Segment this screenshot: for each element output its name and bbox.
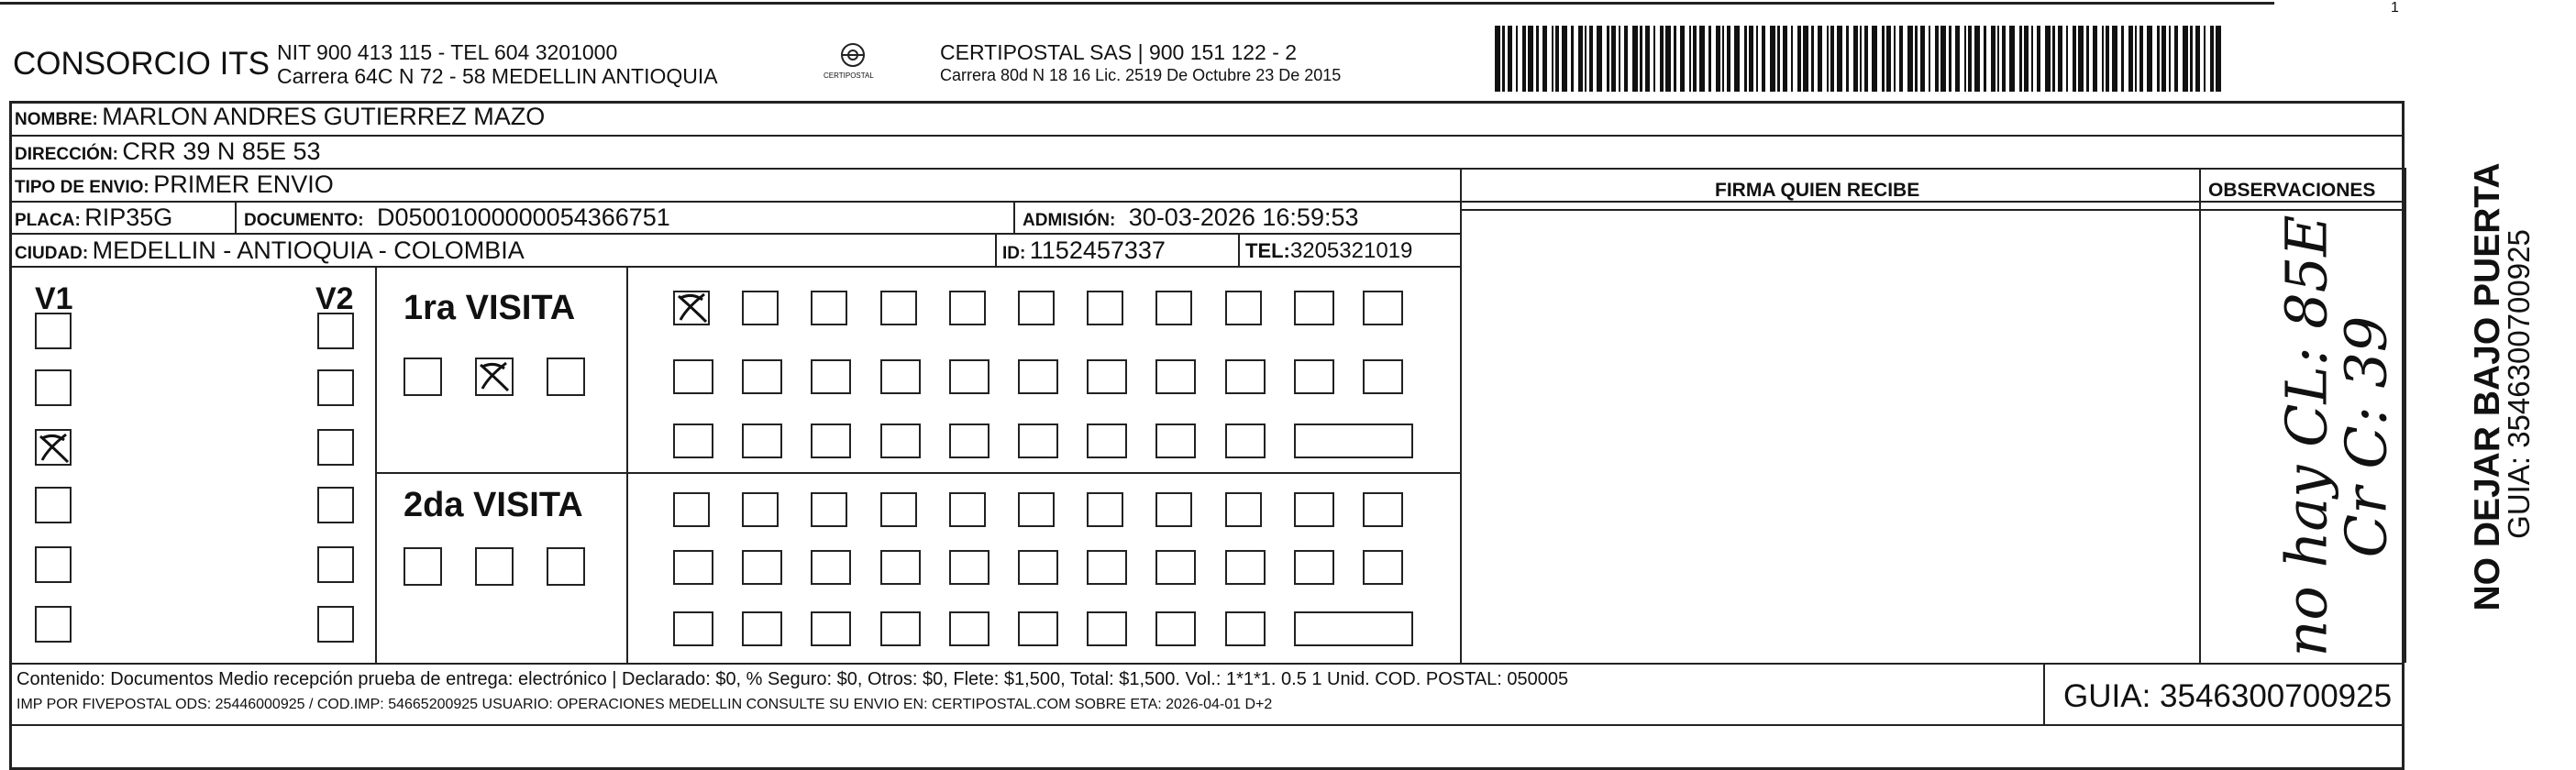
barcode-bar (1589, 26, 1593, 92)
barcode-bar (2002, 26, 2006, 92)
day-box (880, 291, 917, 325)
barcode-bar (1640, 26, 1642, 92)
ciudad-value: MEDELLIN - ANTIOQUIA - COLOMBIA (92, 236, 525, 264)
barcode-bar (2102, 26, 2104, 92)
company-info-2: Carrera 64C N 72 - 58 MEDELLIN ANTIOQUIA (277, 64, 718, 88)
barcode-bar (1929, 26, 1930, 92)
direccion-value: CRR 39 N 85E 53 (122, 138, 321, 165)
day-box (1225, 550, 1266, 585)
day-box (1294, 291, 1334, 325)
barcode-bar (2139, 26, 2143, 92)
barcode-bar (2169, 26, 2171, 92)
firma-label: FIRMA QUIEN RECIBE (1715, 180, 1920, 201)
observaciones-label: OBSERVACIONES (2208, 180, 2376, 201)
barcode-bar (1749, 26, 1753, 92)
day-box (880, 550, 921, 585)
barcode-bar (1907, 26, 1913, 92)
day-box (742, 359, 782, 394)
status-v2-checkbox (317, 546, 354, 583)
status-v2-checkbox (317, 429, 354, 466)
day-box (1294, 359, 1334, 394)
admision-row: ADMISIÓN: 30-03-2026 16:59:53 (1023, 204, 1359, 231)
visit2-title: 2da VISITA (404, 486, 583, 524)
barcode-bar (1964, 26, 1966, 92)
barcode-bar (1949, 26, 1951, 92)
company-info-1: NIT 900 413 115 - TEL 604 3201000 (277, 40, 618, 64)
top-rule (0, 2, 2274, 5)
day-box (811, 359, 851, 394)
barcode-bar (2174, 26, 2178, 92)
day-box (1363, 359, 1403, 394)
day-box (880, 492, 917, 527)
day-box (811, 492, 847, 527)
barcode-bar (1894, 26, 1896, 92)
barcode-bar (1645, 26, 1650, 92)
documento-row: DOCUMENTO: D05001000000054366751 (244, 204, 670, 231)
barcode-bar (2128, 26, 2133, 92)
id-value: 1152457337 (1029, 236, 1166, 264)
barcode-bar (1756, 26, 1758, 92)
day-box (673, 424, 713, 458)
direccion-row: DIRECCIÓN: CRR 39 N 85E 53 (15, 138, 321, 165)
barcode-bar (1528, 26, 1533, 92)
barcode-bar (1508, 26, 1512, 92)
day-box (1155, 424, 1196, 458)
day-box (1225, 611, 1266, 646)
day-box (811, 550, 851, 585)
barcode-bar (1940, 26, 1946, 92)
barcode-bar (1607, 26, 1609, 92)
barcode-bar (2190, 26, 2193, 92)
day-box (1363, 550, 1403, 585)
barcode-bar (2135, 26, 2137, 92)
barcode-bar (2066, 26, 2068, 92)
barcode-bar (2183, 26, 2188, 92)
barcode-bar (1708, 26, 1711, 92)
barcode-bar (1555, 26, 1559, 92)
company-name: CONSORCIO ITS (13, 46, 271, 82)
barcode-bar (2121, 26, 2124, 92)
carrier-info-2: Carrera 80d N 18 16 Lic. 2519 De Octubre 23 De 2015 (940, 66, 1342, 84)
barcode-bar (2204, 26, 2206, 92)
barcode-bar (2106, 26, 2109, 92)
day-box (742, 550, 782, 585)
barcode-bar (1734, 26, 1740, 92)
barcode-bar (2093, 26, 2097, 92)
barcode-bar (2058, 26, 2062, 92)
day-box (880, 611, 921, 646)
observacion-handwritten-2: Cr C: 39 (2332, 315, 2400, 558)
handwritten-mark (675, 291, 710, 325)
certipostal-logo: CERTIPOSTAL (816, 40, 890, 92)
barcode-bar (1853, 26, 1858, 92)
day-box (949, 424, 989, 458)
barcode-bar (1915, 26, 1918, 92)
barcode-bar (1502, 26, 1505, 92)
barcode-bar (1955, 26, 1960, 92)
day-box (1155, 550, 1196, 585)
barcode-bar (1797, 26, 1801, 92)
footer-guia: GUIA: 3546300700925 (2063, 678, 2393, 714)
side-warning: NO DEJAR BAJO PUERTA (2468, 162, 2507, 611)
day-box (742, 492, 779, 527)
barcode-bar (2147, 26, 2152, 92)
month-checkbox (404, 358, 442, 396)
barcode-bar (1762, 26, 1765, 92)
barcode-bar (1632, 26, 1638, 92)
day-box (1363, 291, 1403, 325)
month-checkbox (475, 547, 514, 586)
barcode-bar (1542, 26, 1547, 92)
barcode-bar (1674, 26, 1676, 92)
carrier-info-1: CERTIPOSTAL SAS | 900 151 122 - 2 (940, 40, 1298, 64)
day-box (742, 611, 782, 646)
barcode-bar (1536, 26, 1539, 92)
day-box (880, 424, 921, 458)
day-box (1087, 291, 1123, 325)
barcode-bar (1495, 26, 1500, 92)
footer-line-1: Contenido: Documentos Medio recepción prueba de entrega: electrónico | Declarado: $0, % Seguro: $0, Otros: $0, Flete: $1,500, Total: $1,500. Vol.: 1*1*1. 0.5 1 Unid. COD. POSTAL: 050005 (17, 669, 1569, 689)
signature-area (1462, 211, 2197, 660)
status-v2-checkbox (317, 369, 354, 406)
day-box (811, 611, 851, 646)
barcode-bar (2052, 26, 2055, 92)
day-box (949, 359, 989, 394)
barcode-bar (1699, 26, 1705, 92)
barcode-bar (1744, 26, 1747, 92)
barcode-bar (1974, 26, 1980, 92)
visit1-title: 1ra VISITA (404, 289, 576, 327)
barcode-bar (2024, 26, 2029, 92)
v1-label: V1 (35, 281, 73, 316)
day-box (1155, 492, 1192, 527)
barcode-bar (1680, 26, 1685, 92)
day-box (949, 291, 986, 325)
footer-line-2: IMP POR FIVEPOSTAL ODS: 25446000925 / COD.IMP: 54665200925 USUARIO: OPERACIONES MEDELLIN CONSULTE SU ENVIO EN: CERTIPOSTAL.COM SOBRE ETA: 2026-04-01 D+2 (17, 697, 1273, 712)
barcode-bar (1578, 26, 1583, 92)
barcode-bar (1935, 26, 1939, 92)
day-box (1018, 291, 1055, 325)
barcode-bar (1830, 26, 1834, 92)
page-mark: 1 (2391, 0, 2399, 16)
barcode-bar (1783, 26, 1787, 92)
day-box (1087, 611, 1127, 646)
barcode-bar (2078, 26, 2084, 92)
day-box (1294, 492, 1334, 527)
barcode-bar (2031, 26, 2033, 92)
barcode-bar (1597, 26, 1602, 92)
day-box (1018, 550, 1058, 585)
barcode-bar (1689, 26, 1691, 92)
day-box (742, 291, 779, 325)
day-box (1225, 424, 1266, 458)
day-box (1155, 359, 1196, 394)
status-v1-checkbox (35, 546, 72, 583)
barcode-bar (1770, 26, 1775, 92)
barcode-bar (1653, 26, 1655, 92)
day-box (1087, 359, 1127, 394)
barcode-bar (2019, 26, 2022, 92)
day-box (1363, 492, 1403, 527)
day-box (811, 291, 847, 325)
month-checkbox (547, 547, 585, 586)
barcode-bar (1562, 26, 1567, 92)
barcode-bar (1660, 26, 1664, 92)
barcode-bar (2086, 26, 2089, 92)
barcode-bar (2216, 26, 2221, 92)
month-checkbox (404, 547, 442, 586)
handwritten-mark (477, 359, 512, 394)
barcode-bar (1811, 26, 1814, 92)
day-box (949, 492, 986, 527)
barcode-bar (1997, 26, 1999, 92)
barcode-bar (1991, 26, 1996, 92)
barcode-bar (1665, 26, 1671, 92)
day-box (1225, 492, 1262, 527)
tel-row: TEL:3205321019 (1245, 238, 1413, 263)
ciudad-row: CIUDAD: MEDELLIN - ANTIOQUIA - COLOMBIA (15, 236, 525, 264)
day-box (1018, 359, 1058, 394)
placa-row: PLACA: RIP35G (15, 204, 173, 231)
tipo-value: PRIMER ENVIO (153, 170, 334, 198)
barcode-bar (1624, 26, 1628, 92)
barcode-bar (1818, 26, 1822, 92)
tipo-row: TIPO DE ENVIO: PRIMER ENVIO (15, 170, 334, 198)
month-checkbox (547, 358, 585, 396)
day-box (673, 492, 710, 527)
day-box (880, 359, 921, 394)
barcode-bar (1882, 26, 1885, 92)
barcode-bar (1984, 26, 1986, 92)
barcode-bar (1722, 26, 1724, 92)
barcode-bar (1886, 26, 1891, 92)
day-box (673, 359, 713, 394)
barcode-bar (1693, 26, 1697, 92)
day-box (811, 424, 851, 458)
barcode-bar (1920, 26, 1925, 92)
barcode-bar (1837, 26, 1842, 92)
barcode (1495, 26, 2228, 92)
barcode-bar (1619, 26, 1620, 92)
time-box (1294, 611, 1413, 646)
day-box (949, 550, 989, 585)
barcode-bar (1716, 26, 1720, 92)
day-box (1155, 611, 1196, 646)
day-box (1225, 359, 1266, 394)
barcode-bar (1777, 26, 1780, 92)
status-v1-checkbox (35, 369, 72, 406)
day-box (1294, 550, 1334, 585)
time-box (1294, 424, 1413, 458)
day-box (1087, 424, 1127, 458)
day-box (1018, 424, 1058, 458)
barcode-bar (2037, 26, 2040, 92)
barcode-bar (1803, 26, 1808, 92)
status-v1-checkbox (35, 606, 72, 643)
nombre-value: MARLON ANDRES GUTIERREZ MAZO (102, 103, 546, 130)
barcode-bar (2157, 26, 2160, 92)
barcode-bar (2195, 26, 2200, 92)
observacion-handwritten-1: no hay CL: 85E (2272, 214, 2340, 657)
tel-value: 3205321019 (1289, 238, 1413, 263)
barcode-bar (1552, 26, 1553, 92)
status-v2-checkbox (317, 606, 354, 643)
documento-value: D05001000000054366751 (377, 204, 670, 231)
day-box (1018, 611, 1058, 646)
day-box (1087, 550, 1127, 585)
handwritten-mark (37, 431, 72, 466)
barcode-bar (2009, 26, 2015, 92)
side-guia: GUIA: 3546300700925 (2502, 229, 2536, 539)
status-v2-checkbox (317, 313, 354, 349)
day-box (949, 611, 989, 646)
day-box (1225, 291, 1262, 325)
barcode-bar (1864, 26, 1868, 92)
day-box (1087, 492, 1123, 527)
id-row: ID: 1152457337 (1002, 236, 1166, 264)
barcode-bar (1522, 26, 1526, 92)
barcode-bar (1791, 26, 1793, 92)
barcode-bar (2073, 26, 2076, 92)
barcode-bar (1571, 26, 1574, 92)
day-box (1018, 492, 1055, 527)
barcode-bar (1860, 26, 1862, 92)
status-v2-checkbox (317, 487, 354, 523)
barcode-bar (1611, 26, 1616, 92)
barcode-bar (1827, 26, 1829, 92)
barcode-bar (2161, 26, 2166, 92)
barcode-bar (2210, 26, 2214, 92)
barcode-bar (2045, 26, 2051, 92)
barcode-bar (1899, 26, 1903, 92)
admision-value: 30-03-2026 16:59:53 (1128, 204, 1359, 231)
barcode-bar (1872, 26, 1877, 92)
barcode-bar (1846, 26, 1849, 92)
status-v1-checkbox (35, 313, 72, 349)
nombre-row: NOMBRE: MARLON ANDRES GUTIERREZ MAZO (15, 103, 546, 130)
barcode-bar (1727, 26, 1730, 92)
barcode-bar (1968, 26, 1972, 92)
placa-value: RIP35G (84, 204, 173, 231)
v2-label: V2 (315, 281, 354, 316)
day-box (673, 550, 713, 585)
barcode-bar (1585, 26, 1587, 92)
status-v1-checkbox (35, 487, 72, 523)
day-box (673, 611, 713, 646)
day-box (742, 424, 782, 458)
barcode-bar (2112, 26, 2117, 92)
day-box (1155, 291, 1192, 325)
barcode-bar (1516, 26, 1518, 92)
